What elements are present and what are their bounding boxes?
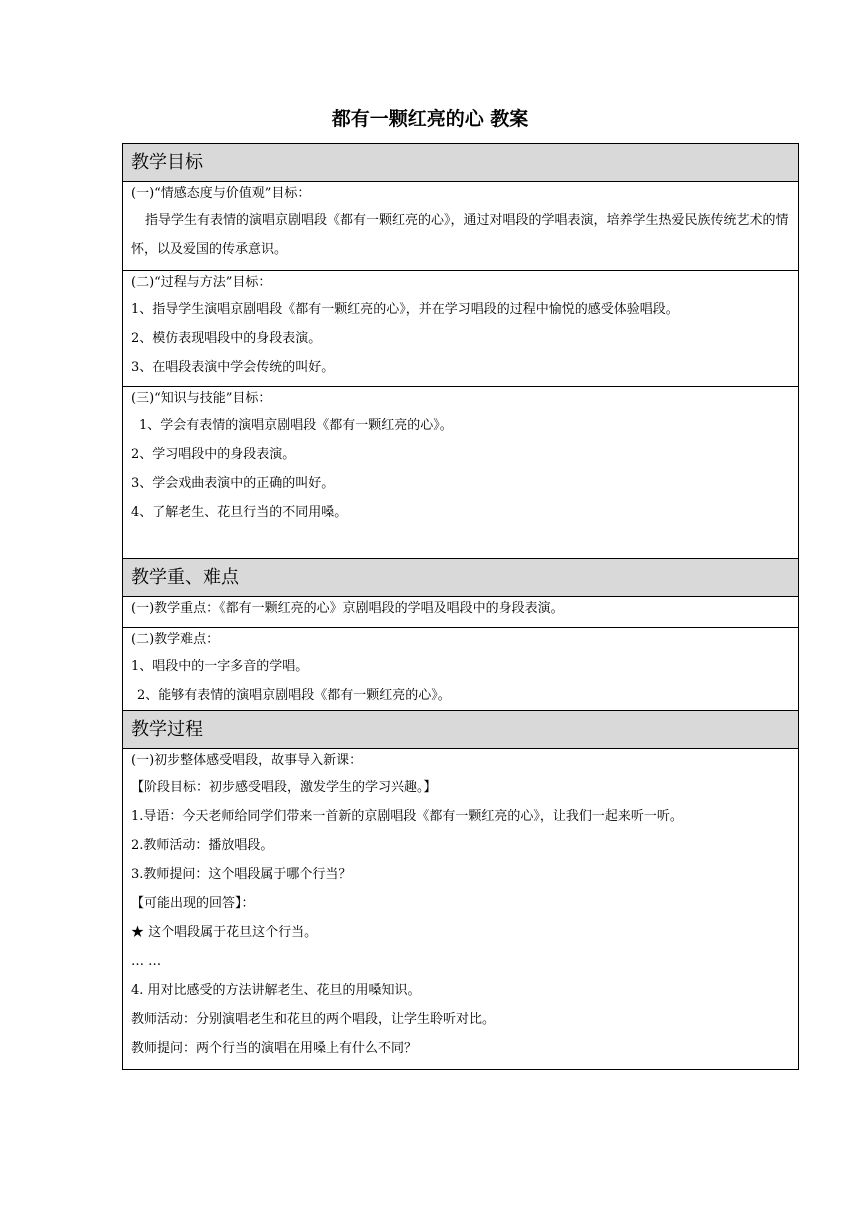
goal-title: (一)“情感态度与价值观”目标： <box>131 186 311 201</box>
goal-text: 指导学生有表情的演唱京剧唱段《都有一颗红亮的心》，通过对唱段的学唱表演，培养学生热爱民族传统艺术的情怀，以及爱国的传承意识。 <box>131 213 789 257</box>
goal-line: 4、了解老生、花旦行当的不同用嗓。 <box>131 505 348 520</box>
goal-line: 1、指导学生演唱京剧唱段《都有一颗红亮的心》，并在学习唱段的过程中愉悦的感受体验唱段。 <box>131 302 679 317</box>
section-heading: 教学过程 <box>123 711 799 749</box>
goal-line: 2、学习唱段中的身段表演。 <box>131 447 296 462</box>
section-heading: 教学目标 <box>123 144 799 182</box>
process-line: 2.教师活动：播放唱段。 <box>131 838 274 853</box>
goal-line: 3、学会戏曲表演中的正确的叫好。 <box>131 476 335 491</box>
goal-title: (二)“过程与方法”目标： <box>131 275 272 290</box>
goal-line: 3、在唱段表演中学会传统的叫好。 <box>131 360 335 375</box>
difficulty-line: 2、能够有表情的演唱京剧唱段《都有一颗红亮的心》。 <box>137 688 451 703</box>
difficulty-title: (二)教学难点： <box>131 632 220 647</box>
keypoint-difficulty <box>123 628 799 711</box>
section-header-keypoints <box>123 559 799 597</box>
process-line: 【可能出现的回答】： <box>131 896 255 911</box>
goal-title: (三)“知识与技能”目标： <box>131 391 272 406</box>
goal-line: 2、模仿表现唱段中的身段表演。 <box>131 331 322 346</box>
process-line: 3.教师提问：这个唱段属于哪个行当？ <box>131 867 352 882</box>
goal-line: 1、学会有表情的演唱京剧唱段《都有一颗红亮的心》。 <box>139 418 453 433</box>
process-line: 4. 用对比感受的方法讲解老生、花旦的用嗓知识。 <box>131 983 421 998</box>
lesson-plan-table <box>122 143 799 1070</box>
focus-text: (一)教学重点：《都有一颗红亮的心》京剧唱段的学唱及唱段中的身段表演。 <box>131 601 564 616</box>
section-heading: 教学重、难点 <box>123 559 799 597</box>
goal-block-skills <box>123 387 799 559</box>
process-block <box>123 749 799 1070</box>
keypoint-focus <box>123 597 799 628</box>
section-header-goals <box>123 144 799 182</box>
difficulty-line: 1、唱段中的一字多音的学唱。 <box>131 659 309 674</box>
page-title: 都有一颗红亮的心 教案 <box>331 108 529 130</box>
process-line: … … <box>131 954 162 969</box>
goal-block-emotion <box>123 182 799 271</box>
process-line: 1.导语：今天老师给同学们带来一首新的京剧唱段《都有一颗红亮的心》，让我们一起来听一听。 <box>131 809 683 824</box>
process-line: 【阶段目标：初步感受唱段，激发学生的学习兴趣。】 <box>131 780 437 795</box>
process-line: 教师活动：分别演唱老生和花旦的两个唱段，让学生聆听对比。 <box>131 1012 496 1027</box>
section-header-process <box>123 711 799 749</box>
process-line: ★ 这个唱段属于花旦这个行当。 <box>131 925 318 940</box>
goal-block-process <box>123 271 799 387</box>
process-line: 教师提问：两个行当的演唱在用嗓上有什么不同？ <box>131 1041 418 1056</box>
process-line: (一)初步整体感受唱段，故事导入新课： <box>131 753 363 768</box>
